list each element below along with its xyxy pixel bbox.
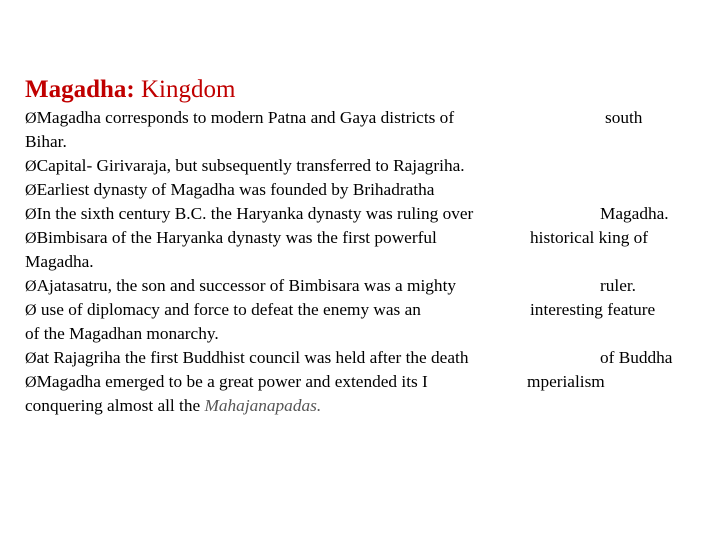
bullet-text: of the Magadhan monarchy. — [25, 324, 219, 343]
bullet-line-wrap — [25, 322, 695, 346]
bullet-line-wrap — [25, 130, 695, 154]
title-heading: Magadha: — [25, 76, 135, 103]
title-subheading: Kingdom — [140, 76, 236, 103]
bullet-line — [25, 370, 695, 394]
bullet-line — [25, 154, 695, 178]
bullet-line — [25, 226, 695, 250]
bullet-text: Ajatasatru, the son and successor of Bimbisara was a mighty — [36, 276, 457, 295]
bullet-line — [25, 298, 695, 322]
bullet-text: Magadha corresponds to modern Patna and Gaya districts of — [36, 108, 455, 127]
bullet-text-continued: south — [605, 108, 643, 127]
bullet-text: Bimbisara of the Haryanka dynasty was the first powerful — [36, 228, 437, 247]
bullet-text-continued: of Buddha — [600, 348, 673, 367]
bullet-arrow-icon: Ø — [25, 110, 37, 127]
bullet-arrow-icon: Ø — [25, 206, 37, 223]
bullet-line-wrap — [25, 394, 695, 418]
bullet-text-continued: mperialism — [527, 372, 605, 391]
bullet-text: Earliest dynasty of Magadha was founded by Brihadratha — [36, 180, 435, 199]
bullet-line — [25, 202, 695, 226]
bullet-list — [25, 106, 695, 418]
bullet-text-continued: ruler. — [600, 276, 636, 295]
bullet-arrow-icon: Ø — [25, 350, 37, 367]
bullet-arrow-icon: Ø — [25, 278, 37, 295]
bullet-text: Magadha. — [25, 252, 94, 271]
bullet-text: at Rajagriha the first Buddhist council was held after the death — [36, 348, 469, 367]
bullet-text: In the sixth century B.C. the Haryanka dynasty was ruling over — [36, 204, 474, 223]
bullet-text: conquering almost all the — [25, 396, 205, 415]
bullet-arrow-icon: Ø — [25, 374, 37, 391]
bullet-line — [25, 346, 695, 370]
bullet-text: Bihar. — [25, 132, 67, 151]
bullet-arrow-icon: Ø — [25, 158, 37, 175]
bullet-text-continued: Magadha. — [600, 204, 669, 223]
bullet-line-wrap — [25, 250, 695, 274]
bullet-arrow-icon: Ø — [25, 302, 37, 319]
bullet-text: Magadha emerged to be a great power and extended its I — [36, 372, 428, 391]
mahajanapadas-term: Mahajanapadas. — [204, 396, 322, 415]
slide-title — [25, 74, 235, 106]
bullet-text: Capital- Girivaraja, but subsequently transferred to Rajagriha. — [36, 156, 465, 175]
bullet-line — [25, 178, 695, 202]
bullet-text: use of diplomacy and force to defeat the enemy was an — [36, 300, 421, 319]
bullet-text-continued: historical king of — [530, 228, 649, 247]
bullet-arrow-icon: Ø — [25, 182, 37, 199]
bullet-arrow-icon: Ø — [25, 230, 37, 247]
bullet-line — [25, 106, 695, 130]
bullet-text-continued: interesting feature — [530, 300, 656, 319]
bullet-line — [25, 274, 695, 298]
